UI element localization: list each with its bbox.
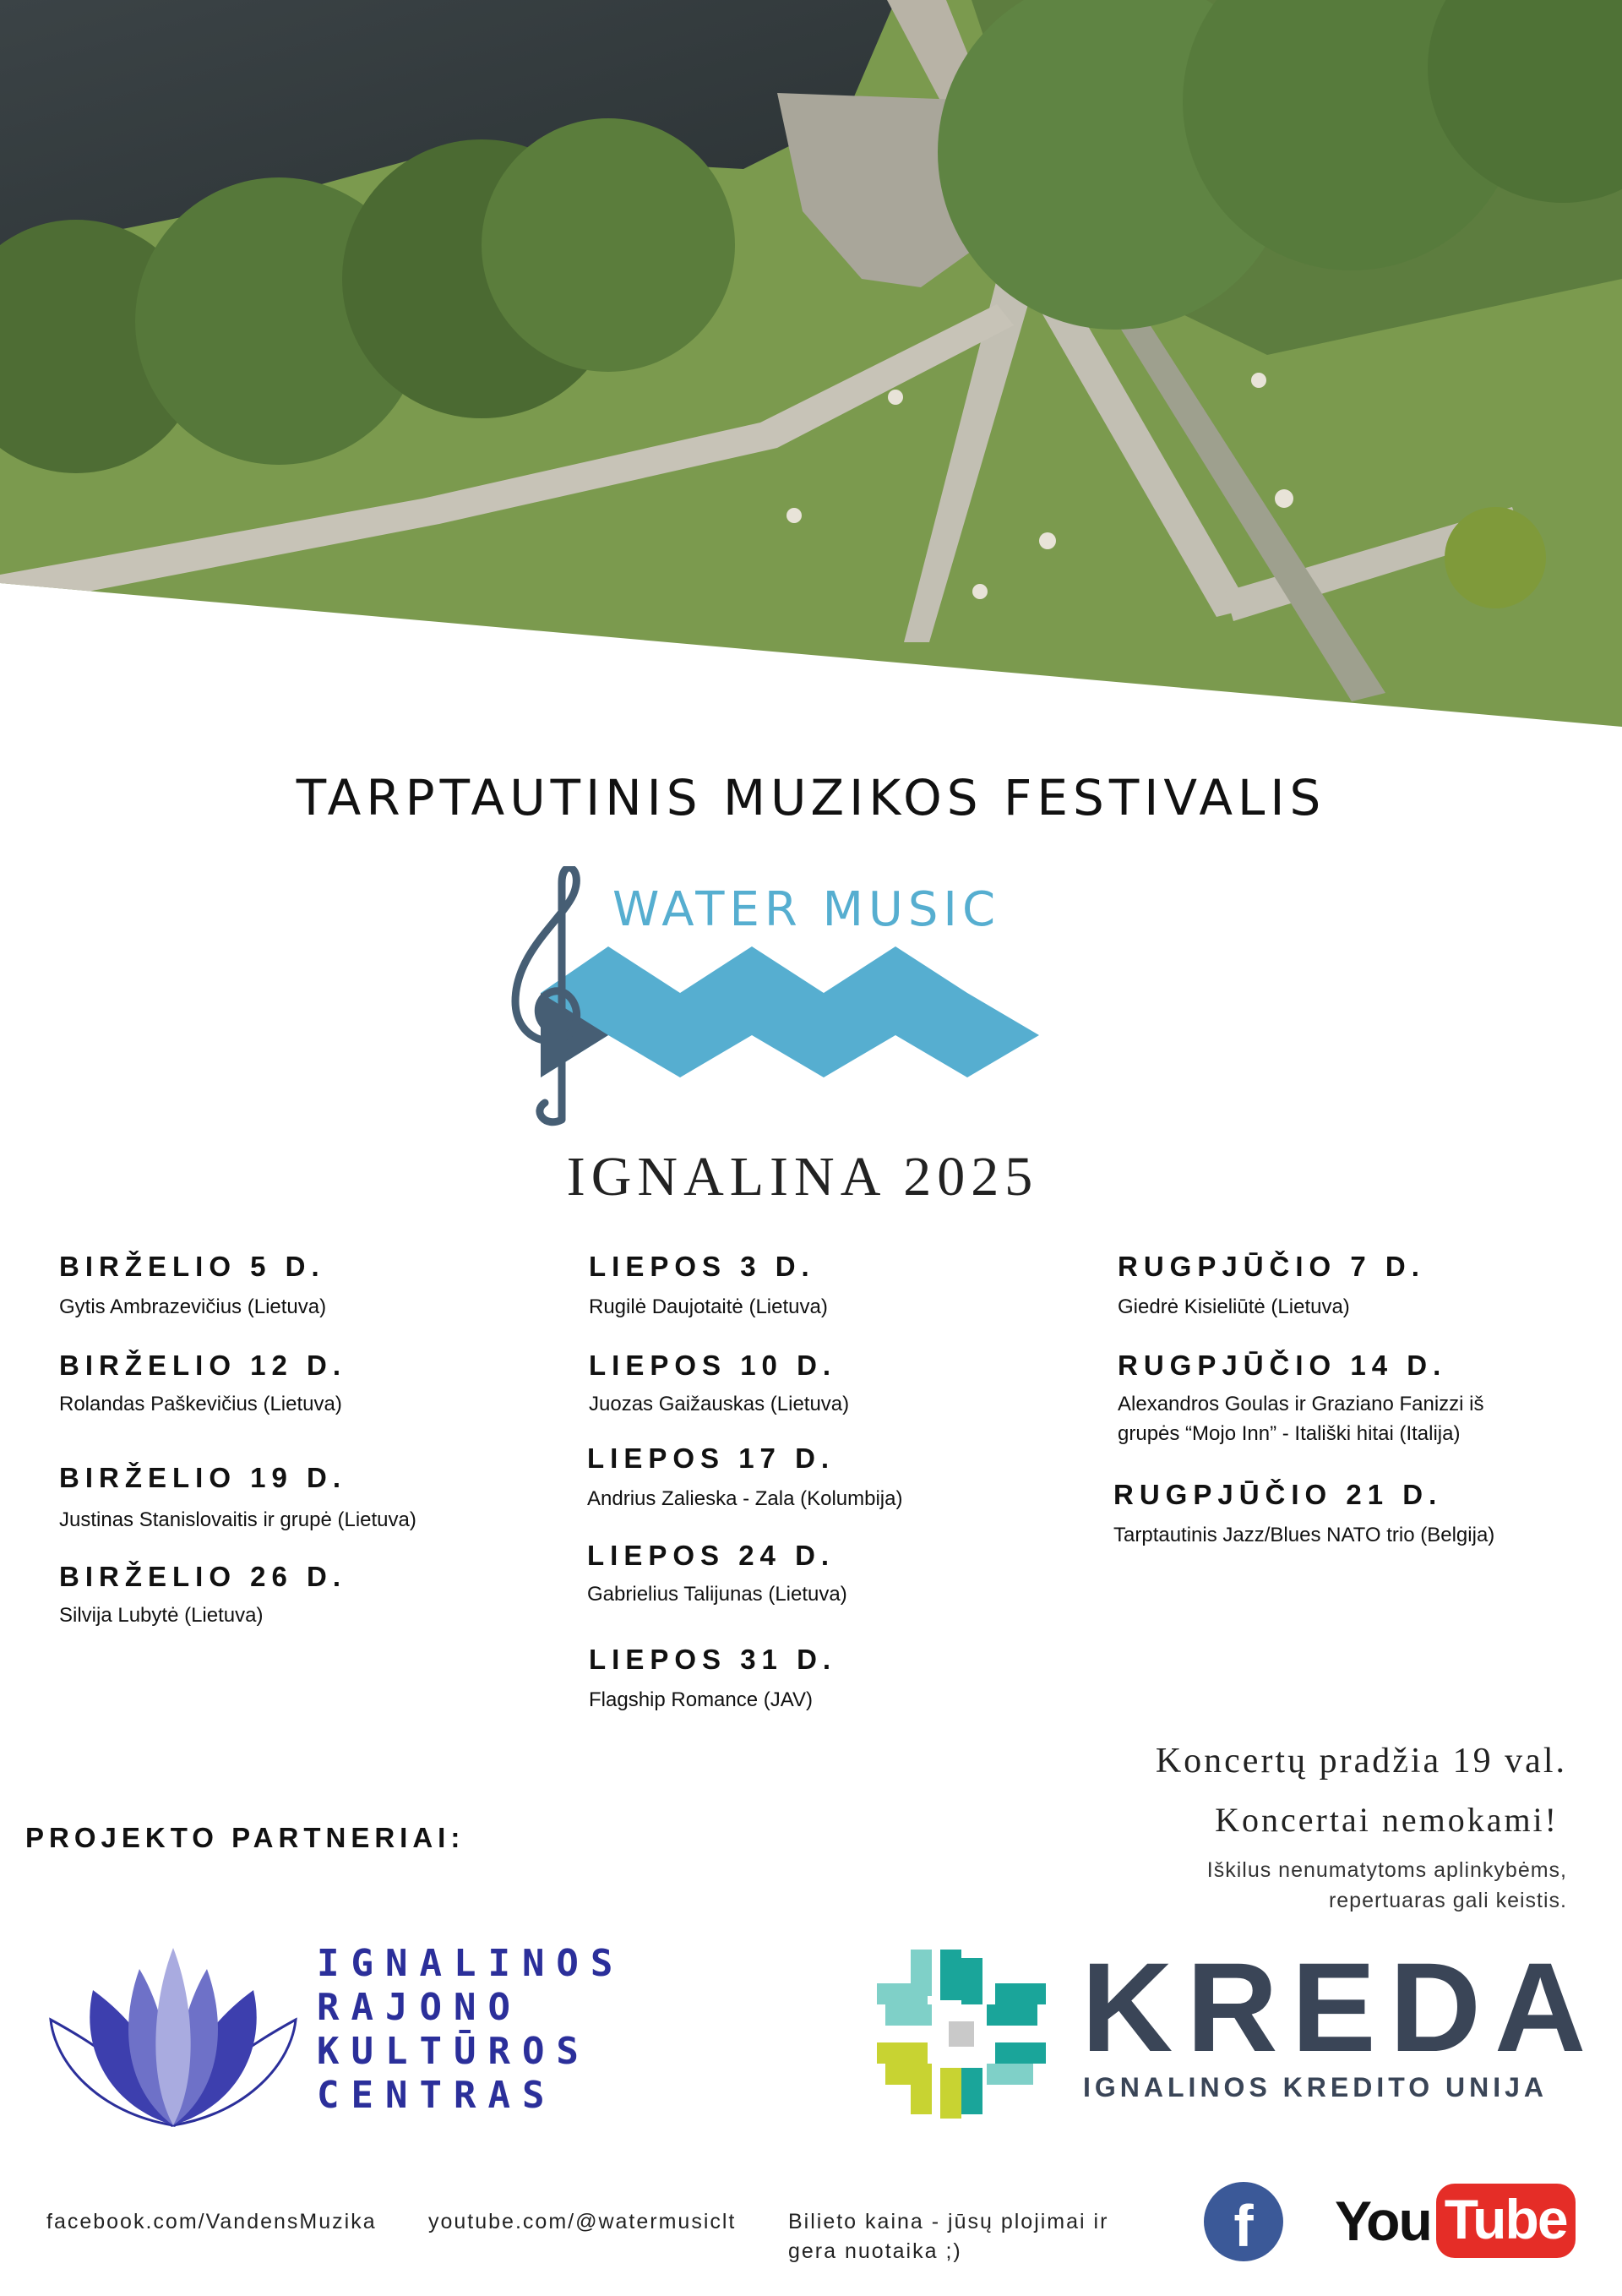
ikc-wordmark xyxy=(317,1942,624,2118)
artist-liepos-3: Rugilė Daujotaitė (Lietuva) xyxy=(589,1295,828,1318)
date-liepos-24: LIEPOS 24 D. xyxy=(587,1540,835,1571)
artist-rugpjucio-14-line2: grupės “Mojo Inn” - Itališki hitai (Italija) xyxy=(1118,1422,1461,1445)
ticket-price-line1: Bilieto kaina - jūsų plojimai ir xyxy=(788,2210,1109,2233)
date-birzelio-5: BIRŽELIO 5 D. xyxy=(59,1251,325,1282)
concerts-free-note: Koncertai nemokami! xyxy=(1215,1801,1559,1839)
artist-liepos-24: Gabrielius Talijunas (Lietuva) xyxy=(587,1583,847,1606)
date-rugpjucio-21: RUGPJŪČIO 21 D. xyxy=(1113,1479,1443,1510)
festival-title: TARPTAUTINIS MUZIKOS FESTIVALIS xyxy=(296,769,1326,826)
youtube-icon-tube: Tube xyxy=(1436,2184,1576,2258)
facebook-icon[interactable] xyxy=(1204,2182,1283,2261)
ikc-line-2: RAJONO xyxy=(317,1986,522,2029)
artist-birzelio-19: Justinas Stanislovaitis ir grupė (Lietuva) xyxy=(59,1508,416,1531)
artist-birzelio-26: Silvija Lubytė (Lietuva) xyxy=(59,1604,264,1627)
kreda-wordmark: KREDA xyxy=(1081,1936,1600,2078)
water-music-logo xyxy=(482,866,1090,1137)
ikc-line-3: KULTŪROS xyxy=(317,2030,591,2073)
artist-liepos-10: Juozas Gaižauskas (Lietuva) xyxy=(589,1393,850,1415)
city-year-title: IGNALINA 2025 xyxy=(566,1146,1039,1208)
date-rugpjucio-7: RUGPJŪČIO 7 D. xyxy=(1118,1251,1425,1282)
date-rugpjucio-14: RUGPJŪČIO 14 D. xyxy=(1118,1350,1447,1381)
date-liepos-10: LIEPOS 10 D. xyxy=(589,1350,837,1381)
ikc-line-4: CENTRAS xyxy=(317,2074,557,2117)
artist-rugpjucio-14-line1: Alexandros Goulas ir Graziano Fanizzi iš xyxy=(1118,1393,1484,1415)
date-birzelio-26: BIRŽELIO 26 D. xyxy=(59,1561,347,1592)
artist-birzelio-5: Gytis Ambrazevičius (Lietuva) xyxy=(59,1295,327,1318)
artist-liepos-17: Andrius Zalieska - Zala (Kolumbija) xyxy=(587,1487,903,1510)
youtube-icon-you: You xyxy=(1335,2190,1431,2252)
artist-liepos-31: Flagship Romance (JAV) xyxy=(589,1688,813,1711)
hero-aerial-photo xyxy=(0,0,1622,727)
date-liepos-17: LIEPOS 17 D. xyxy=(587,1442,835,1474)
facebook-icon-letter: f xyxy=(1233,2193,1254,2259)
lotus-icon xyxy=(46,1944,300,2138)
artist-birzelio-12: Rolandas Paškevičius (Lietuva) xyxy=(59,1393,342,1415)
ticket-price-line2: gera nuotaika ;) xyxy=(788,2239,962,2263)
kreda-snowflake-icon xyxy=(877,1950,1046,2119)
notice-line2: repertuaras gali keistis. xyxy=(1328,1889,1567,1912)
facebook-link[interactable]: facebook.com/VandensMuzika xyxy=(46,2210,377,2233)
treble-clef-icon xyxy=(515,868,577,1122)
water-music-logo-text: WATER MUSIC xyxy=(612,882,1001,937)
artist-rugpjucio-7: Giedrė Kisieliūtė (Lietuva) xyxy=(1118,1295,1350,1318)
concert-start-time: Koncertų pradžia 19 val. xyxy=(1155,1742,1567,1781)
date-liepos-3: LIEPOS 3 D. xyxy=(589,1251,815,1282)
ikc-line-1: IGNALINOS xyxy=(317,1942,625,1985)
date-birzelio-19: BIRŽELIO 19 D. xyxy=(59,1462,347,1493)
date-birzelio-12: BIRŽELIO 12 D. xyxy=(59,1350,347,1381)
water-wave-shape xyxy=(541,946,1039,1077)
artist-rugpjucio-21: Tarptautinis Jazz/Blues NATO trio (Belgija) xyxy=(1113,1524,1495,1546)
partners-heading: PROJEKTO PARTNERIAI: xyxy=(25,1822,465,1853)
notice-line1: Iškilus nenumatytoms aplinkybėms, xyxy=(1206,1858,1567,1882)
date-liepos-31: LIEPOS 31 D. xyxy=(589,1644,837,1675)
youtube-icon[interactable] xyxy=(1335,2182,1576,2260)
kreda-subtitle: IGNALINOS KREDITO UNIJA xyxy=(1083,2072,1548,2102)
youtube-link[interactable]: youtube.com/@watermusiclt xyxy=(428,2210,737,2233)
